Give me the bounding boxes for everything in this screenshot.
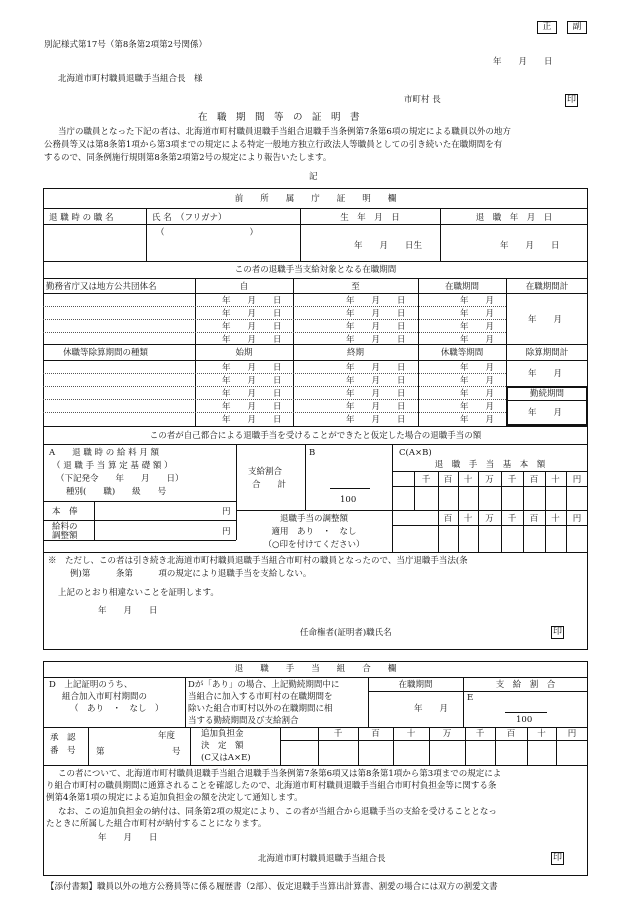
- assumed-amount-title: この者が自己都合による退職手当を受けることができたと仮定した場合の退職手当の額: [149, 431, 482, 441]
- leave-value: 年 月: [460, 376, 495, 386]
- col-leave-type: 休職等除算期間の種類: [63, 348, 149, 358]
- original-mark: 正: [537, 21, 557, 34]
- document-title: 在 職 期 間 等 の 証 明 書: [198, 112, 360, 123]
- period-value: 年 月: [460, 296, 495, 306]
- digit: 千: [421, 475, 431, 485]
- a-label: A 退 職 時 の 給 料 月 額: [49, 448, 160, 458]
- continuous-period-label: 勤続期間: [529, 389, 564, 399]
- to-date: 年 月 日: [346, 335, 406, 345]
- d-line-1: D 上記証明のうち、: [49, 680, 133, 690]
- union-text-3: 例第4条第1項の規定による追加負担金の額を決定して通知します。: [46, 793, 303, 803]
- digit: 百: [506, 729, 516, 739]
- a-issue: （下記発令 年 月 日）: [56, 474, 184, 484]
- note-line-2: 例)第 条第 項の規定により退職手当を支給しない。: [70, 569, 312, 579]
- section2-title: 退 職 手 当 組 合 欄: [234, 664, 397, 674]
- e-label: E: [467, 693, 474, 703]
- digit: 円: [567, 729, 577, 739]
- furigana-bracket: （ ）: [156, 228, 259, 238]
- kyuyo-label-2: 調整額: [52, 531, 78, 541]
- a-sub: （ 退 職 手 当 算 定 基 礎 額 ）: [52, 461, 173, 471]
- from-date: 年 月 日: [222, 335, 282, 345]
- e-denominator: 100: [516, 715, 533, 725]
- col-retire-job: 退 職 時 の 職 名: [49, 213, 114, 223]
- addressee: 北海道市町村職員退職手当組合長 様: [58, 74, 203, 84]
- start-date: 年 月 日: [222, 363, 282, 373]
- fiscal-year: 年度: [158, 731, 176, 741]
- retire-value: 年 月 日: [500, 241, 560, 251]
- leave-value: 年 月: [460, 363, 495, 373]
- col-org: 勤務省庁又は地方公共団体名: [46, 282, 157, 292]
- dd-line-3: 除いた組合市町村以外の在職期間に相: [188, 704, 333, 714]
- to-date: 年 月 日: [346, 296, 406, 306]
- col-end: 終期: [346, 348, 364, 358]
- approval-label-2: 番 号: [50, 746, 76, 756]
- seal-mark: 印: [552, 853, 562, 863]
- period-value: 年 月: [414, 704, 449, 714]
- from-date: 年 月 日: [222, 309, 282, 319]
- period-total: 年 月: [528, 315, 563, 325]
- digit: 百: [371, 729, 380, 739]
- start-date: 年 月 日: [222, 389, 282, 399]
- rate-label: 支給割合: [248, 467, 283, 477]
- ki-mark: 記: [309, 172, 318, 182]
- union-text-5: たときに所属した組合市町村が納付することになります。: [46, 819, 267, 829]
- digit: 十: [406, 729, 416, 739]
- leave-value: 年 月: [460, 415, 495, 425]
- adj-digit: 十: [551, 514, 560, 524]
- dd-line-4: 当する勤続期間及び支給割合: [188, 716, 299, 726]
- certifier-signature: 任命権者(証明者)職氏名: [300, 628, 392, 638]
- from-date: 年 月 日: [222, 322, 282, 332]
- start-date: 年 月 日: [222, 402, 282, 412]
- col-period: 在職期間: [398, 680, 433, 690]
- leave-value: 年 月: [460, 389, 495, 399]
- a-kind: 種別( 職) 級 号: [66, 487, 167, 497]
- union-text-4: なお、この追加負担金の納付は、同条第2項の規定により、この者が当組合から退職手当の支給を受けることとなっ: [58, 807, 497, 817]
- form-number: 別記様式第17号（第8条第2項第2号関係）: [44, 40, 208, 50]
- adj-digit: 百: [443, 514, 453, 524]
- col-to: 至: [351, 282, 360, 292]
- kyuyo-label-1: 給料の: [52, 522, 78, 532]
- col-name: 氏 名 （フリガナ）: [152, 213, 227, 223]
- union-text-1: この者について、北海道市町村職員退職手当組合退職手当条例第7条第6項又は第8条第1項から第3項までの規定によ: [58, 769, 502, 779]
- c-title: 退 職 手 当 基 本 額: [434, 460, 546, 470]
- additional-label-1: 追加負担金: [201, 729, 244, 739]
- digit: 十: [537, 729, 546, 739]
- digit: 千: [475, 729, 485, 739]
- copy-mark: 副: [567, 21, 587, 34]
- seal-mark: 印: [552, 627, 562, 637]
- col-leave-period: 休職等期間: [440, 348, 484, 358]
- seal-mark: 印: [566, 95, 576, 105]
- adjustment-apply: 適用 あり ・ なし: [271, 527, 357, 537]
- total-label: 合 計: [252, 480, 287, 490]
- adj-digit: 千: [507, 514, 517, 524]
- col-from: 自: [239, 282, 249, 292]
- adj-digit: 円: [572, 514, 582, 524]
- union-text-2: り組合市町村の職員期間に通算されることを確認したので、北海道市町村職員退職手当組合市町村負担金等に関する条: [46, 781, 497, 791]
- adjustment-note: （○印を付けてください）: [263, 540, 365, 550]
- digit: 万: [485, 475, 494, 485]
- continuous-period-value: 年 月: [528, 408, 563, 418]
- approval-dai: 第: [96, 747, 105, 757]
- adj-digit: 万: [485, 514, 494, 524]
- sender: 市町村 長: [404, 95, 441, 105]
- start-date: 年 月 日: [222, 376, 282, 386]
- end-date: 年 月 日: [346, 376, 406, 386]
- digit: 十: [463, 475, 473, 485]
- digit: 百: [443, 475, 453, 485]
- certify-text: 上記のとおり相違ないことを証明します。: [58, 588, 219, 598]
- end-date: 年 月 日: [346, 363, 406, 373]
- col-start: 始期: [235, 348, 253, 358]
- section1-title: 前 所 属 庁 証 明 欄: [234, 194, 397, 204]
- digit: 千: [333, 729, 343, 739]
- birth-value: 年 月 日生: [354, 241, 423, 251]
- union-signer: 北海道市町村職員退職手当組合長: [258, 854, 386, 864]
- to-date: 年 月 日: [346, 309, 406, 319]
- yen-unit: 円: [222, 527, 231, 537]
- certify-date: 年 月 日: [98, 606, 158, 616]
- digit: 十: [551, 475, 560, 485]
- end-date: 年 月 日: [346, 402, 406, 412]
- from-date: 年 月 日: [222, 296, 282, 306]
- col-period: 在職期間: [444, 282, 479, 292]
- dd-line-2: 当組合に加入する市町村の在職期間を: [188, 692, 333, 702]
- digit: 百: [529, 475, 539, 485]
- attachments-note: 【添付書類】職員以外の地方公務員等に係る履歴書（2部）、仮定退職手当算出計算書、割愛の場合には双方の割愛文書: [46, 882, 498, 892]
- c-label: C(A×B): [399, 448, 432, 458]
- col-total: 在職期間計: [525, 282, 569, 292]
- approval-go: 号: [172, 747, 181, 757]
- col-exclusion: 除算期間計: [525, 348, 569, 358]
- digit: 円: [572, 475, 582, 485]
- d-line-3: （ あり ・ なし ）: [70, 704, 164, 714]
- additional-label-3: (C又はA×E): [201, 753, 251, 763]
- digit: 万: [442, 729, 452, 739]
- col-retire-date: 退 職 年 月 日: [475, 213, 553, 223]
- to-date: 年 月 日: [346, 322, 406, 332]
- end-date: 年 月 日: [346, 415, 406, 425]
- honkyu-label: 本 俸: [52, 507, 78, 517]
- digit: 千: [507, 475, 517, 485]
- period-value: 年 月: [460, 335, 495, 345]
- intro-line-3: するので、同条例施行規則第8条第2項第2号の規定により報告いたします。: [44, 153, 332, 163]
- d-line-2: 組合加入市町村期間の: [62, 692, 148, 702]
- yen-unit: 円: [222, 507, 231, 517]
- dd-line-1: Dが「あり」の場合、上記勤続期間中に: [188, 680, 340, 690]
- note-line-1: ※ ただし、この者は引き続き北海道市町村職員退職手当組合市町村の職員となったので、当庁退職手当法(条: [48, 556, 468, 566]
- col-birth: 生 年 月 日: [340, 213, 400, 223]
- col-rate: 支 給 割 合: [495, 680, 556, 690]
- adj-digit: 十: [463, 514, 473, 524]
- period-value: 年 月: [460, 322, 495, 332]
- b-denominator: 100: [340, 495, 357, 505]
- header-date: 年 月 日: [493, 57, 553, 67]
- union-date: 年 月 日: [98, 833, 158, 843]
- intro-line-1: 当庁の職員となった下記の者は、北海道市町村職員退職手当組合退職手当条例第7条第6項の規定による職員以外の地方: [58, 127, 511, 137]
- start-date: 年 月 日: [222, 415, 282, 425]
- adj-digit: 百: [529, 514, 539, 524]
- service-period-title: この者の退職手当支給対象となる在職期間: [234, 265, 397, 275]
- period-value: 年 月: [460, 309, 495, 319]
- end-date: 年 月 日: [346, 389, 406, 399]
- additional-label-2: 決 定 額: [201, 741, 244, 751]
- approval-label-1: 承 認: [50, 733, 76, 743]
- intro-line-2: 公務員等又は第8条第1項から第3項までの規定による特定一般地方独立行政法人等職員としての引き続いた在職期間を有: [44, 140, 503, 150]
- leave-value: 年 月: [460, 402, 495, 412]
- exclusion-total: 年 月: [528, 369, 563, 379]
- adjustment-label: 退職手当の調整額: [279, 514, 348, 524]
- b-label: B: [309, 448, 316, 458]
